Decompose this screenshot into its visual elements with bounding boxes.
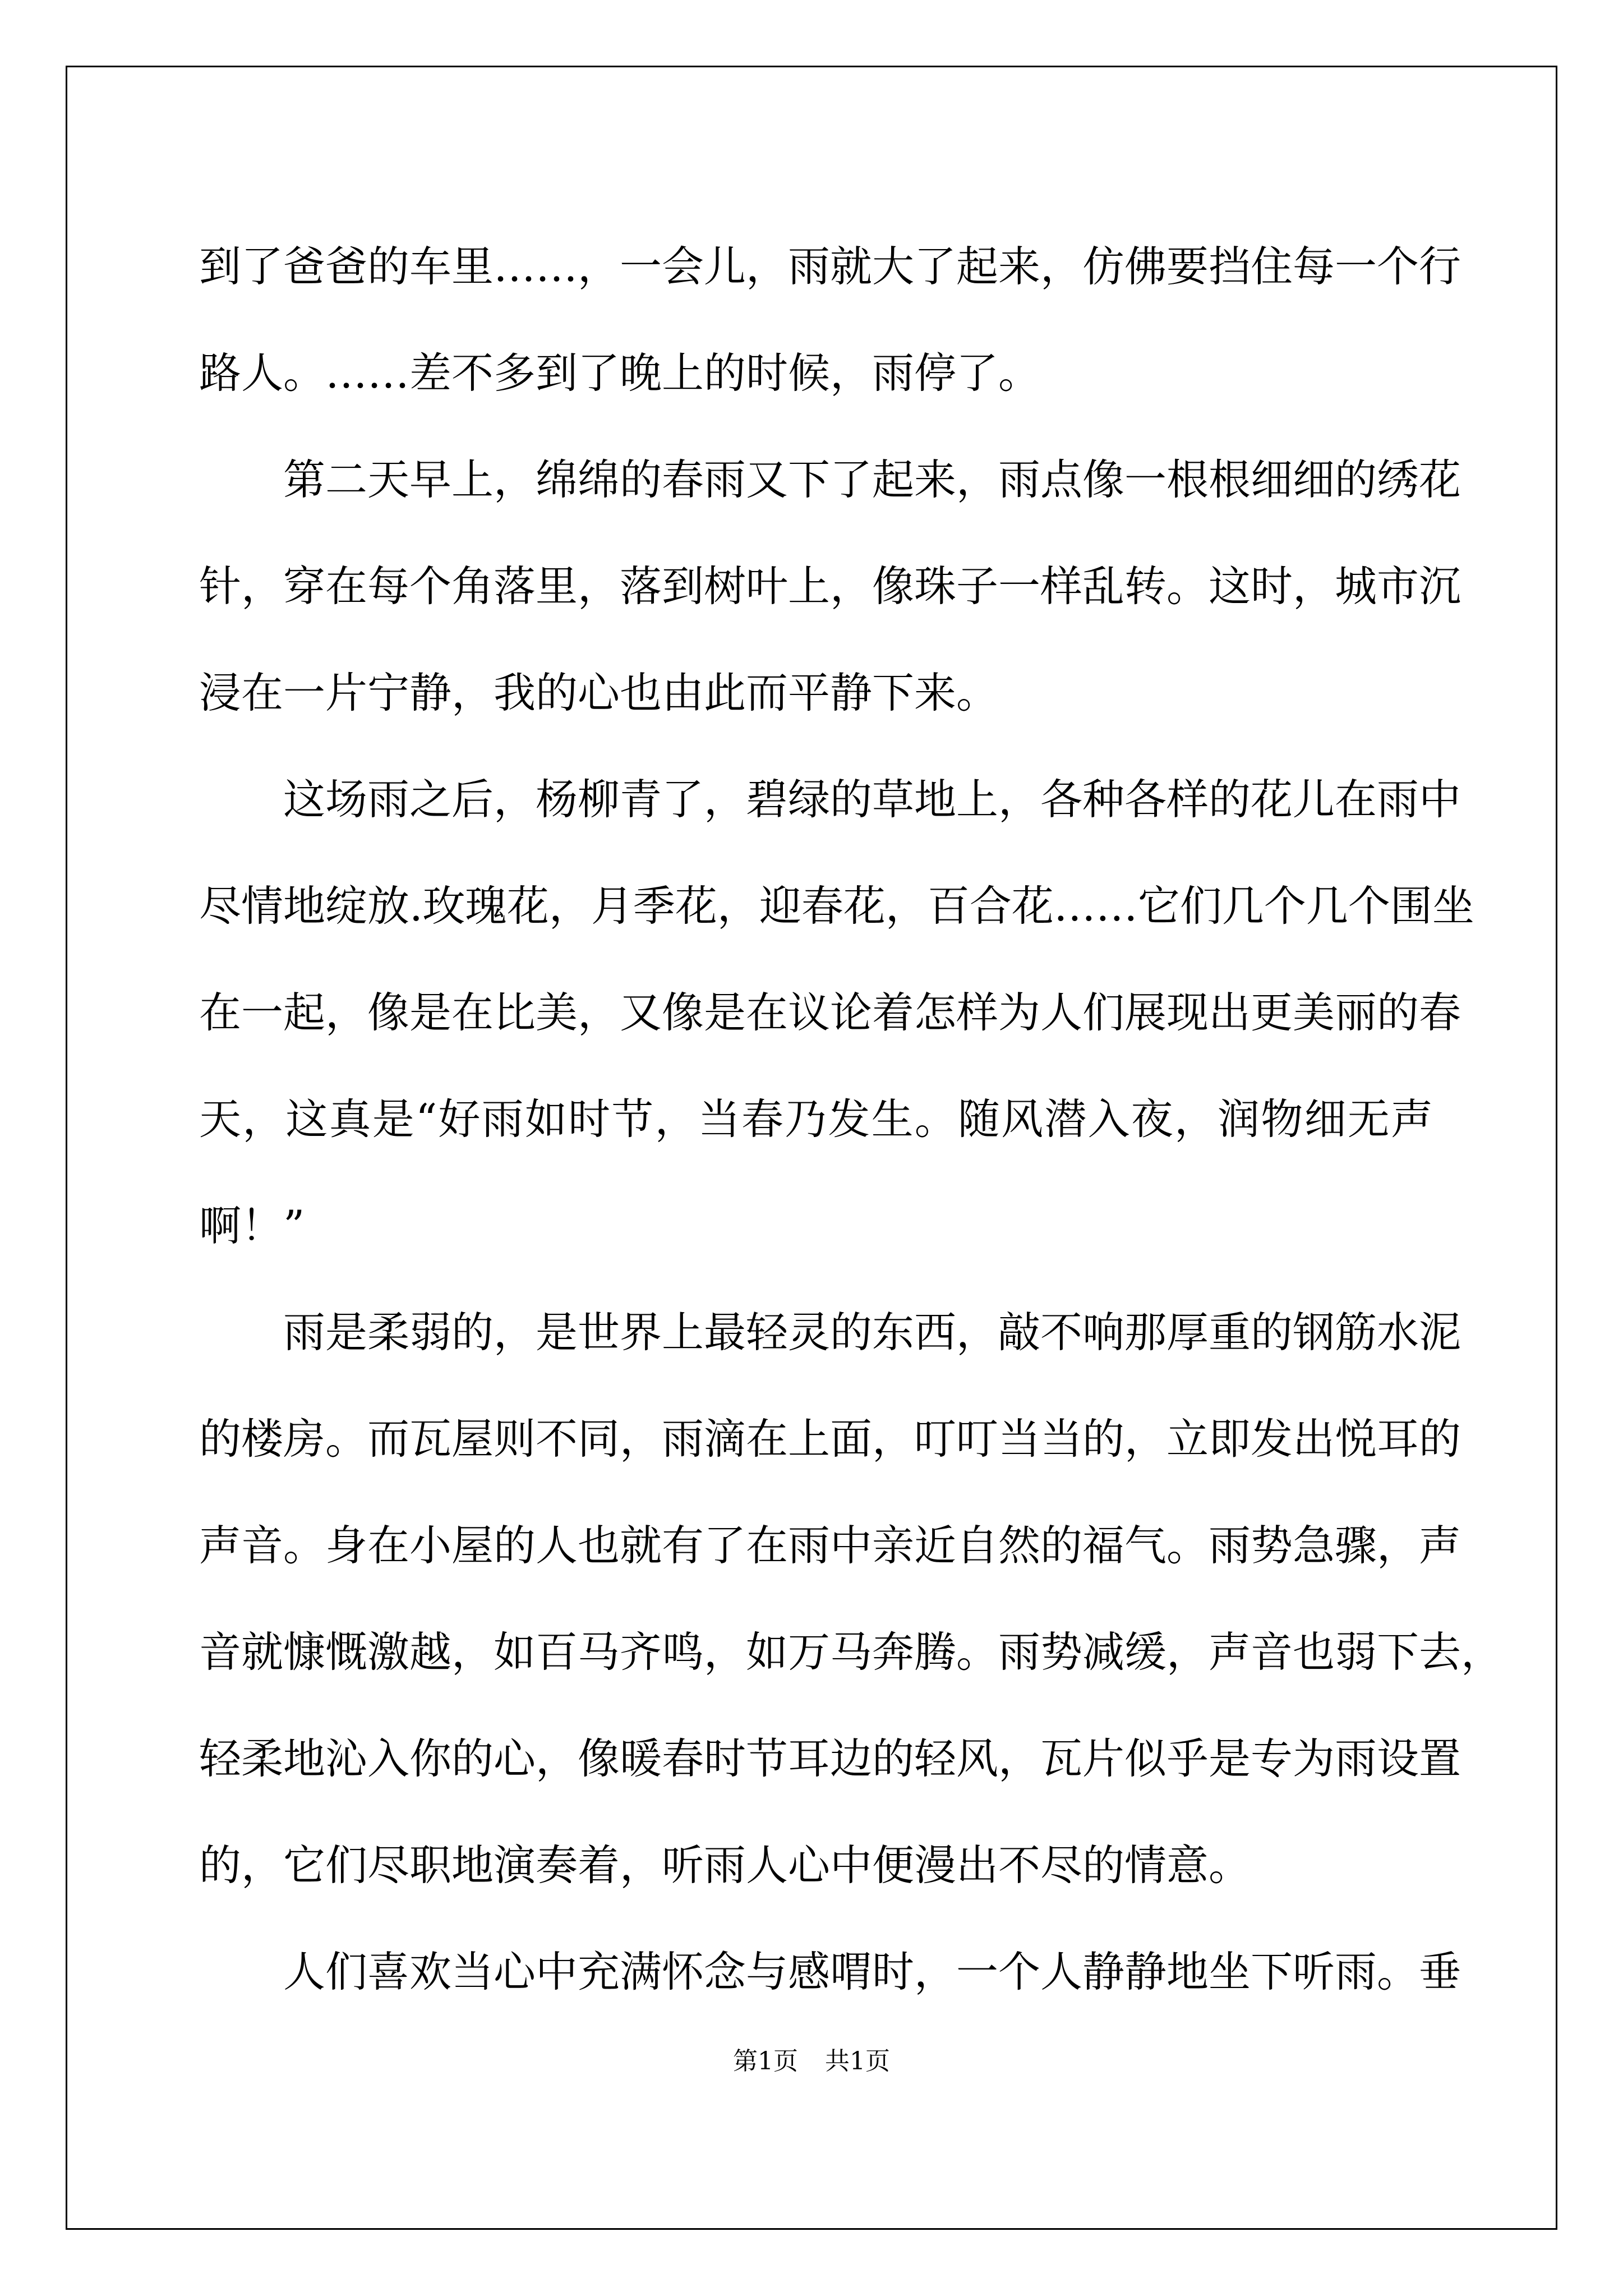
text-line: 雨是柔弱的，是世界上最轻灵的东西，敲不响那厚重的钢筋水泥 (283, 1308, 1461, 1357)
page-total: 共1页 (825, 2047, 890, 2076)
text-line: 人们喜欢当心中充满怀念与感喟时，一个人静静地坐下听雨。垂 (283, 1947, 1461, 1996)
text-line: 这场雨之后，杨柳青了，碧绿的草地上，各种各样的花儿在雨中 (283, 775, 1461, 824)
paragraph-1 (199, 213, 1461, 426)
text-line: 的，它们尽职地演奏着，听雨人心中便漫出不尽的情意。 (199, 1841, 1251, 1890)
text-line: 针，穿在每个角落里，落到树叶上，像珠子一样乱转。这时，城市沉 (199, 562, 1461, 611)
paragraph-4 (199, 1279, 1504, 1918)
text-line: 的楼房。而瓦屋则不同，雨滴在上面，叮叮当当的，立即发出悦耳的 (199, 1414, 1461, 1464)
text-line: 天，这真是“好雨如时节，当春乃发生。随风潜入夜，润物细无声 (199, 1094, 1433, 1144)
text-line: 尽情地绽放.玫瑰花，月季花，迎春花，百合花……它们几个几个围坐 (199, 881, 1474, 931)
text-line: 啊！” (199, 1201, 305, 1250)
page-footer (0, 2045, 1623, 2078)
paragraph-5 (199, 1918, 1461, 2025)
document-body (199, 213, 1504, 2025)
page-number: 第1页 (733, 2047, 798, 2076)
text-line: 音就慷慨激越，如百马齐鸣，如万马奔腾。雨势减缓，声音也弱下去， (199, 1627, 1504, 1677)
text-line: 路人。……差不多到了晚上的时候，雨停了。 (199, 348, 1041, 398)
text-line: 声音。身在小屋的人也就有了在雨中亲近自然的福气。雨势急骤，声 (199, 1521, 1461, 1570)
text-line: 在一起，像是在比美，又像是在议论着怎样为人们展现出更美丽的春 (199, 988, 1461, 1037)
text-line: 第二天早上，绵绵的春雨又下了起来，雨点像一根根细细的绣花 (283, 455, 1461, 504)
paragraph-3 (199, 746, 1474, 1279)
text-line: 浸在一片宁静，我的心也由此而平静下来。 (199, 668, 999, 717)
text-line: 到了爸爸的车里……，一会儿，雨就大了起来，仿佛要挡住每一个行 (199, 242, 1461, 291)
text-line: 轻柔地沁入你的心，像暖春时节耳边的轻风，瓦片似乎是专为雨设置 (199, 1734, 1461, 1783)
paragraph-2 (199, 426, 1461, 746)
